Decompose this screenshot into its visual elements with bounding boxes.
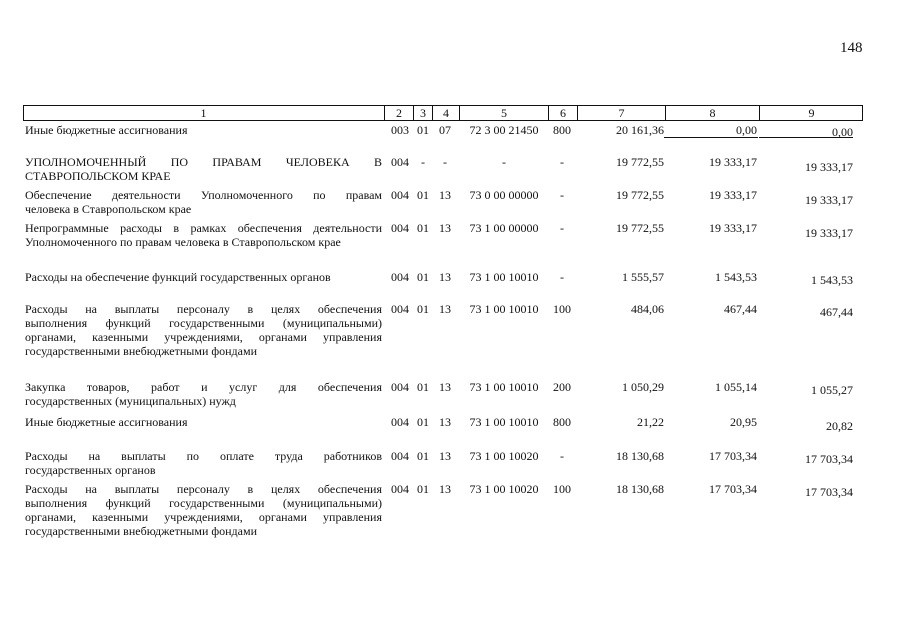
row-cell-c5: 72 3 00 21450 (469, 123, 539, 137)
row-cell-c5: 73 1 00 10020 (469, 482, 539, 496)
page-number: 148 (840, 40, 863, 56)
row-name (25, 221, 382, 249)
row-cell-c3: 01 (417, 415, 429, 429)
row-name-line: Уполномоченного по правам человека в Ставропольском крае (25, 235, 341, 249)
row-name-line: Иные бюджетные ассигнования (25, 415, 188, 429)
row-cell-c8: 17 703,34 (709, 482, 757, 496)
row-name-line: Обеспечение деятельности Уполномоченного по правам (25, 188, 382, 202)
row-cell-c3: 01 (417, 380, 429, 394)
header-col-2: 2 (384, 105, 413, 121)
row-name (25, 449, 382, 477)
row-cell-c9: 17 703,34 (805, 485, 853, 499)
row-cell-c8: 19 333,17 (709, 155, 757, 169)
row-cell-c6: 100 (553, 482, 571, 496)
row-cell-c6: - (560, 449, 564, 463)
row-name (25, 302, 382, 358)
row-name-line: человека в Ставропольском крае (25, 202, 192, 216)
header-col-1: 1 (200, 106, 207, 120)
row-cell-c4: 13 (439, 449, 451, 463)
header-col-9: 9 (759, 105, 863, 121)
row-cell-c9: 19 333,17 (805, 193, 853, 207)
row-cell-c5: 73 0 00 00000 (469, 188, 539, 202)
row-cell-c7: 484,06 (631, 302, 664, 316)
header-col-8: 8 (665, 105, 759, 121)
row-cell-c8: 19 333,17 (709, 188, 757, 202)
row-cell-c5: - (502, 155, 506, 169)
row-cell-c5: 73 1 00 10010 (469, 380, 539, 394)
header-col-4: 4 (432, 105, 459, 121)
row-cell-c2: 004 (391, 482, 409, 496)
row-cell-c6: 200 (553, 380, 571, 394)
row-cell-c8: 0,00 (736, 123, 757, 137)
row-name-line: Расходы на выплаты персоналу в целях обеспечения (25, 302, 382, 316)
row-cell-c4: 13 (439, 221, 451, 235)
row-cell-c8: 1 543,53 (715, 270, 757, 284)
row-name-line: выполнения функций государственными (муниципальными) (25, 316, 382, 330)
row-cell-c7: 1 050,29 (622, 380, 664, 394)
row-name-line: органами, казенными учреждениями, органами управления (25, 510, 382, 524)
row-cell-c3: 01 (417, 270, 429, 284)
row-cell-c2: 004 (391, 380, 409, 394)
row-cell-c6: - (560, 221, 564, 235)
row-name (25, 123, 382, 137)
row-cell-c7: 19 772,55 (616, 155, 664, 169)
row-cell-c7: 18 130,68 (616, 482, 664, 496)
row-cell-c6: - (560, 270, 564, 284)
row-cell-c4: 13 (439, 270, 451, 284)
row-cell-c9: 19 333,17 (805, 226, 853, 240)
header-col-7: 7 (577, 105, 665, 121)
row-cell-c2: 004 (391, 221, 409, 235)
row-cell-c4: - (443, 155, 447, 169)
row-cell-c2: 004 (391, 188, 409, 202)
row-cell-c6: - (560, 155, 564, 169)
row-cell-c2: 004 (391, 449, 409, 463)
row-cell-c4: 13 (439, 415, 451, 429)
row-cell-c9: 0,00 (832, 125, 853, 139)
row-cell-c9: 19 333,17 (805, 160, 853, 174)
row-cell-c3: 01 (417, 123, 429, 137)
row-cell-c7: 19 772,55 (616, 221, 664, 235)
row-cell-c7: 1 555,57 (622, 270, 664, 284)
row-name-line: Расходы на обеспечение функций государственных органов (25, 270, 331, 284)
row-cell-c8: 1 055,14 (715, 380, 757, 394)
row-cell-c4: 13 (439, 380, 451, 394)
row-name (25, 188, 382, 216)
row-cell-c9: 1 055,27 (811, 383, 853, 397)
row-name-line: государственными внебюджетными фондами (25, 524, 258, 538)
row-cell-c2: 003 (391, 123, 409, 137)
row-cell-c9: 17 703,34 (805, 452, 853, 466)
row-cell-c7: 20 161,36 (616, 123, 664, 137)
row-name-line: выполнения функций государственными (муниципальными) (25, 496, 382, 510)
row-cell-c6: 100 (553, 302, 571, 316)
row-cell-c6: 800 (553, 415, 571, 429)
row-name (25, 415, 382, 429)
row-cell-c8: 467,44 (724, 302, 757, 316)
row-cell-c4: 07 (439, 123, 451, 137)
row-cell-c4: 13 (439, 482, 451, 496)
row-name-line: государственных (муниципальных) нужд (25, 394, 236, 408)
row-cell-c3: 01 (417, 482, 429, 496)
row-name-line: Расходы на выплаты персоналу в целях обеспечения (25, 482, 382, 496)
row-cell-c3: 01 (417, 302, 429, 316)
row-cell-c9: 1 543,53 (811, 273, 853, 287)
header-col-5: 5 (459, 105, 548, 121)
row-name-line: органами, казенными учреждениями, органами управления (25, 330, 382, 344)
row-cell-c5: 73 1 00 00000 (469, 221, 539, 235)
header-col-6: 6 (548, 105, 577, 121)
row-name-line: УПОЛНОМОЧЕННЫЙ ПО ПРАВАМ ЧЕЛОВЕКА В (25, 155, 382, 169)
row-cell-c3: 01 (417, 449, 429, 463)
row-cell-c6: - (560, 188, 564, 202)
header-col-3: 3 (413, 105, 432, 121)
row-cell-c9: 20,82 (826, 419, 853, 433)
row-cell-c2: 004 (391, 270, 409, 284)
row-cell-c6: 800 (553, 123, 571, 137)
row-cell-c5: 73 1 00 10010 (469, 302, 539, 316)
row-name-line: Закупка товаров, работ и услуг для обеспечения (25, 380, 382, 394)
row-name-line: СТАВРОПОЛЬСКОМ КРАЕ (25, 169, 171, 183)
row-cell-c7: 21,22 (637, 415, 664, 429)
row-cell-c8: 19 333,17 (709, 221, 757, 235)
row-cell-c4: 13 (439, 302, 451, 316)
row-cell-c5: 73 1 00 10010 (469, 415, 539, 429)
row-cell-c4: 13 (439, 188, 451, 202)
row-cell-c8: 20,95 (730, 415, 757, 429)
row-cell-c3: 01 (417, 221, 429, 235)
row-cell-c2: 004 (391, 415, 409, 429)
row-name-line: Иные бюджетные ассигнования (25, 123, 188, 137)
row-cell-c7: 18 130,68 (616, 449, 664, 463)
row-name-line: Расходы на выплаты по оплате труда работников (25, 449, 382, 463)
row-name-line: государственных органов (25, 463, 156, 477)
row-name (25, 380, 382, 408)
row-cell-c5: 73 1 00 10020 (469, 449, 539, 463)
row-name-line: государственными внебюджетными фондами (25, 344, 258, 358)
row-name (25, 482, 382, 538)
row-cell-c7: 19 772,55 (616, 188, 664, 202)
row-name (25, 155, 382, 183)
row-cell-c9: 467,44 (820, 305, 853, 319)
row-name (25, 270, 382, 284)
row-name-line: Непрограммные расходы в рамках обеспечения деятельности (25, 221, 382, 235)
row-cell-c5: 73 1 00 10010 (469, 270, 539, 284)
row-cell-c3: - (421, 155, 425, 169)
row-cell-c2: 004 (391, 155, 409, 169)
row-cell-c3: 01 (417, 188, 429, 202)
row-cell-c2: 004 (391, 302, 409, 316)
row-cell-c8: 17 703,34 (709, 449, 757, 463)
